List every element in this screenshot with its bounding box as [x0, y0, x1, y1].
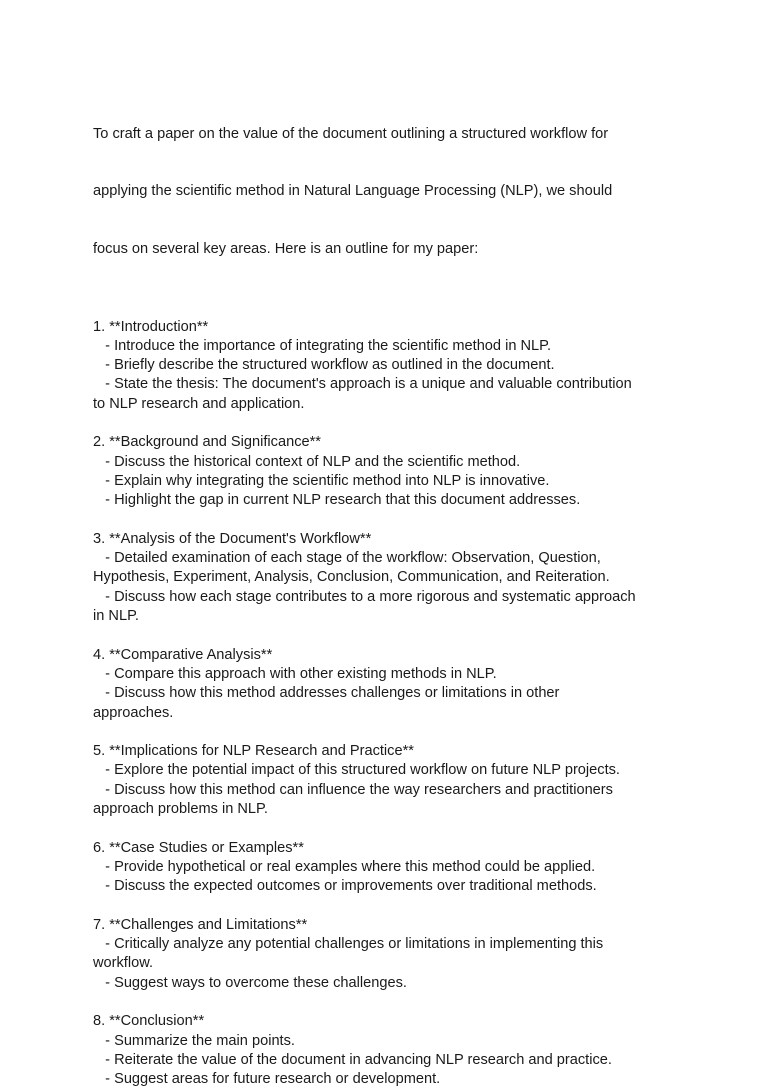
- section-line: - Suggest ways to overcome these challenges.: [93, 974, 407, 991]
- section-line: - Detailed examination of each stage of the workflow: Observation, Question,: [93, 550, 601, 567]
- section-line: - Briefly describe the structured workflow as outlined in the document.: [93, 357, 555, 374]
- section-line: - Introduce the importance of integrating the scientific method in NLP.: [93, 337, 552, 354]
- section-line: workflow.: [93, 955, 154, 972]
- section-heading: 7. **Challenges and Limitations**: [93, 916, 308, 933]
- section-line: - Provide hypothetical or real examples where this method could be applied.: [93, 858, 596, 875]
- section-line: - Highlight the gap in current NLP research that this document addresses.: [93, 492, 581, 509]
- section-line: Hypothesis, Experiment, Analysis, Conclusion, Communication, and Reiteration.: [93, 569, 610, 586]
- section-line: - Compare this approach with other existing methods in NLP.: [93, 665, 497, 682]
- document-page: [93, 86, 693, 1089]
- section-line: - Discuss how each stage contributes to a more rigorous and systematic approach: [93, 588, 636, 605]
- section-implications: [93, 723, 693, 819]
- section-line: in NLP.: [93, 608, 139, 625]
- intro-paragraph: [93, 86, 693, 298]
- section-line: to NLP research and application.: [93, 395, 305, 412]
- section-heading: 5. **Implications for NLP Research and Practice**: [93, 743, 414, 760]
- section-conclusion: [93, 993, 693, 1089]
- section-introduction: [93, 298, 693, 414]
- section-heading: 1. **Introduction**: [93, 318, 209, 335]
- section-line: - State the thesis: The document's approach is a unique and valuable contribution: [93, 376, 632, 393]
- section-heading: 8. **Conclusion**: [93, 1013, 205, 1030]
- section-line: - Critically analyze any potential challenges or limitations in implementing this: [93, 936, 604, 953]
- section-heading: 6. **Case Studies or Examples**: [93, 839, 304, 856]
- section-line: - Discuss how this method addresses challenges or limitations in other: [93, 685, 560, 702]
- section-line: approach problems in NLP.: [93, 800, 268, 817]
- section-line: - Explore the potential impact of this structured workflow on future NLP projects.: [93, 762, 620, 779]
- section-analysis: [93, 511, 693, 627]
- section-challenges: [93, 896, 693, 992]
- section-line: - Discuss the expected outcomes or improvements over traditional methods.: [93, 878, 597, 895]
- section-line: - Discuss how this method can influence the way researchers and practitioners: [93, 781, 613, 798]
- section-background: [93, 414, 693, 510]
- section-comparative: [93, 626, 693, 722]
- section-heading: 4. **Comparative Analysis**: [93, 646, 273, 663]
- section-line: - Reiterate the value of the document in advancing NLP research and practice.: [93, 1051, 612, 1068]
- intro-line: focus on several key areas. Here is an outline for my paper:: [93, 241, 479, 258]
- section-line: - Summarize the main points.: [93, 1032, 295, 1049]
- section-case-studies: [93, 819, 693, 896]
- section-line: - Suggest areas for future research or development.: [93, 1071, 441, 1088]
- section-heading: 3. **Analysis of the Document's Workflow**: [93, 530, 372, 547]
- section-heading: 2. **Background and Significance**: [93, 434, 321, 451]
- section-line: approaches.: [93, 704, 174, 721]
- intro-line: To craft a paper on the value of the document outlining a structured workflow for: [93, 125, 609, 142]
- section-line: - Discuss the historical context of NLP and the scientific method.: [93, 453, 521, 470]
- section-line: - Explain why integrating the scientific method into NLP is innovative.: [93, 472, 550, 489]
- intro-line: applying the scientific method in Natural Language Processing (NLP), we should: [93, 183, 613, 200]
